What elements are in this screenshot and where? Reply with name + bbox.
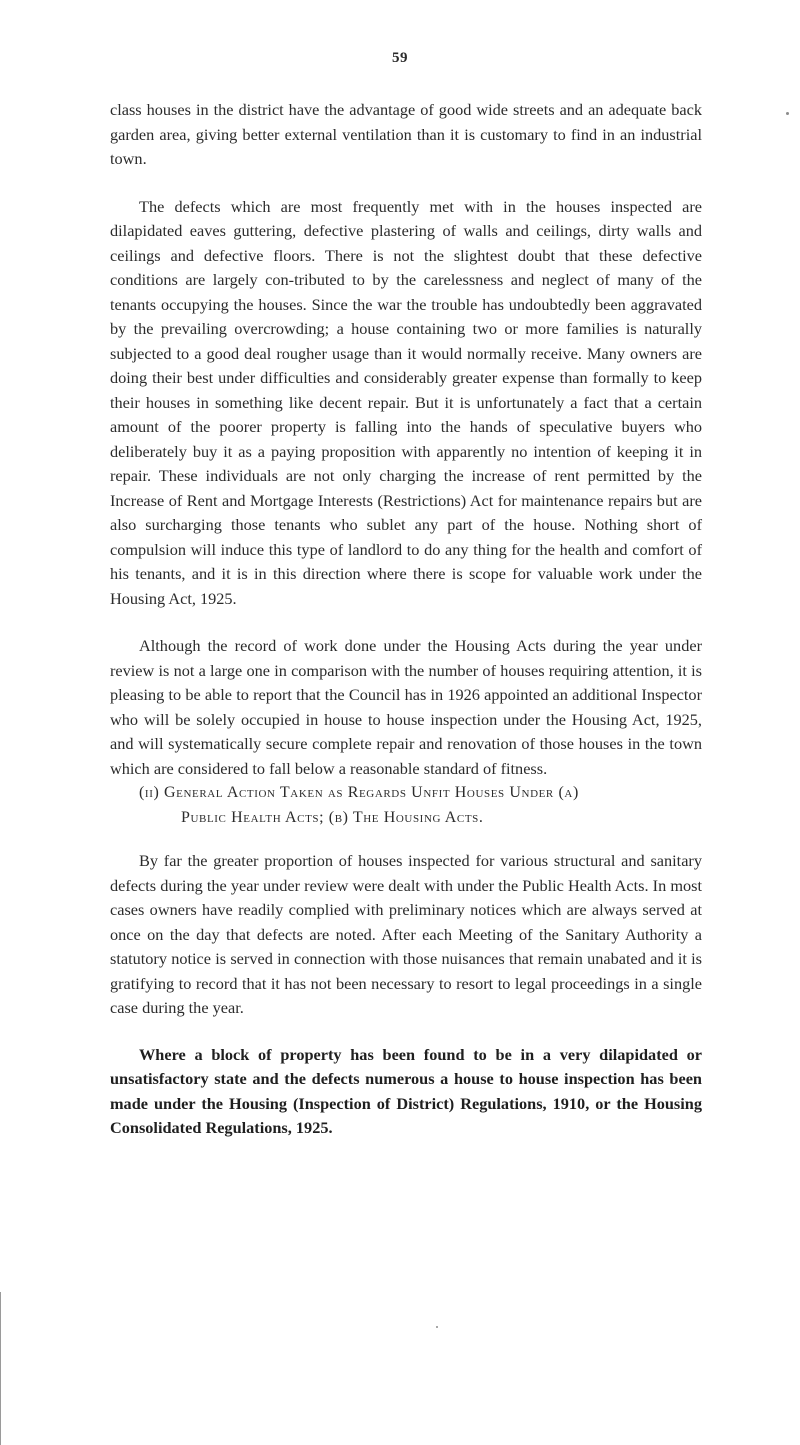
scan-speck [786, 112, 789, 115]
paragraph-continuation: class houses in the district have the advantage of good wide streets and an adequate back garden area, giving better external ventilation than it is customary to find in an industrial town. [110, 100, 702, 168]
section-heading [110, 781, 702, 830]
section-heading-line-1: (ii) General Action Taken as Regards Unfit Houses Under (a) [139, 784, 579, 801]
page-number: 59 [392, 50, 408, 66]
section-heading-line-2: Public Health Acts; (b) The Housing Acts. [181, 808, 484, 826]
paragraph-block-of-property: Where a block of property has been found to be in a very dilapidated or unsatisfactory state and the defects numerous a house to house inspection has been made under the Housing (Inspection of District) Regulations, 1910, or the Housing Consolidated Regulations, 1925. [110, 1044, 702, 1137]
paragraph-housing-acts-record: Although the record of work done under the Housing Acts during the year under review is not a large one in comparison with the number of houses requiring attention, it is pleasing to be able to report that the Council has in 1926 appointed an additional Inspector who will be solely occupied in house to house inspection under the Housing Act, 1925, and will systematically secure complete repair and renovation of those houses in the town which are considered to fall below a reasonable standard of fitness. [110, 636, 702, 778]
paragraph-public-health-acts: By far the greater proportion of houses inspected for various structural and sanitary defects during the year under review were dealt with under the Public Health Acts. In most cases owners have readily complied with preliminary notices which are always served at once on the day that defects are noted. After each Meeting of the Sanitary Authority a statutory notice is served in connection with those nuisances that remain unabated and it is gratifying to record that it has not been necessary to resort to legal proceedings in a single case during the year. [110, 851, 702, 1017]
paragraph-defects: The defects which are most frequently met with in the houses inspected are dilapidated eaves guttering, defective plastering of walls and ceilings, dirty walls and ceilings and defective floors. There is not the slightest doubt that these defective conditions are largely con-tributed to by the carelessness and neglect of many of the tenants occupying the houses. Since the war the trouble has undoubtedly been aggravated by the prevailing overcrowding; a house containing two or more families is naturally subjected to a good deal rougher usage than it would normally receive. Many owners are doing their best under difficulties and considerably greater expense than formally to keep their houses in something like decent repair. But it is unfortunately a fact that a certain amount of the poorer property is falling into the hands of speculative buyers who deliberately buy it as a paying proposition with apparently no intention of keeping it in repair. These individuals are not only charging the increase of rent permitted by the Increase of Rent and Mortgage Interests (Restrictions) Act for maintenance repairs but are also surcharging those tenants who sublet any part of the house. Nothing short of compulsion will induce this type of landlord to do any thing for the health and comfort of his tenants, and it is in this direction where there is scope for valuable work under the Housing Act, 1925. [110, 196, 702, 608]
scan-edge-line [0, 1292, 1, 1445]
document-body [110, 98, 702, 1141]
scan-speck [436, 1326, 438, 1328]
